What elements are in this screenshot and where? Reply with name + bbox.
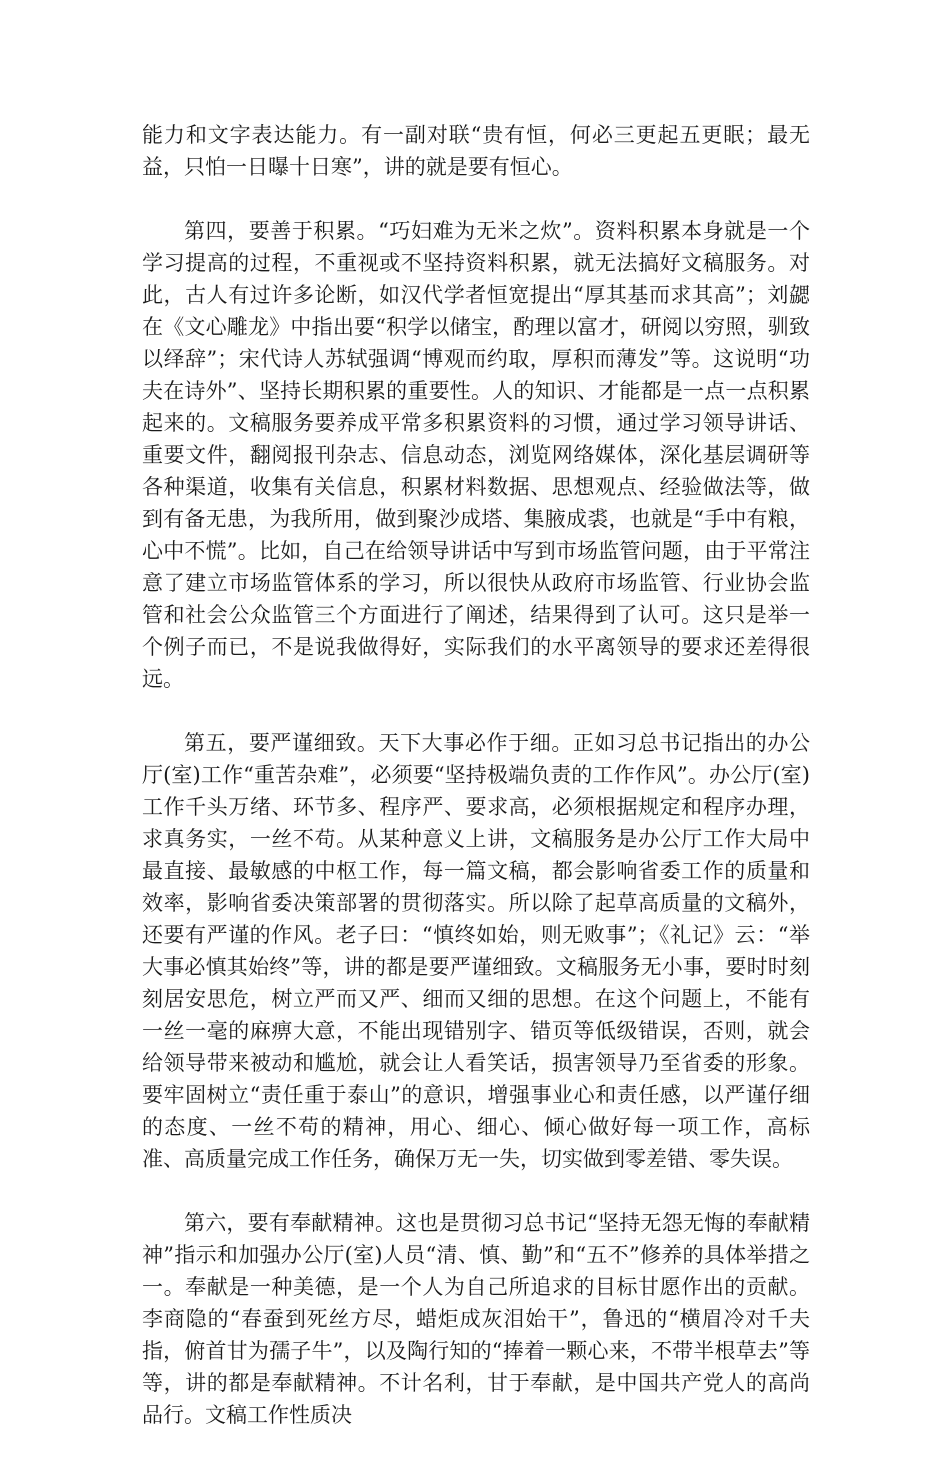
- paragraph-accumulation: 第四，要善于积累。“巧妇难为无米之炊”。资料积累本身就是一个学习提高的过程，不重视或不坚持资料积累，就无法搞好文稿服务。对此，古人有过许多论断，如汉代学者恒宽提出“厚其基而求其高”；刘勰在《文心雕龙》中指出要“积学以储宝，酌理以富才，研阅以穷照，驯致以绎辞”；宋代诗人苏轼强调“博观而约取，厚积而薄发”等。这说明“功夫在诗外”、坚持长期积累的重要性。人的知识、才能都是一点一点积累起来的。文稿服务要养成平常多积累资料的习惯，通过学习领导讲话、重要文件，翻阅报刊杂志、信息动态，浏览网络媒体，深化基层调研等各种渠道，收集有关信息，积累材料数据、思想观点、经验做法等，做到有备无患，为我所用，做到聚沙成塔、集腋成裘，也就是“手中有粮，心中不慌”。比如，自己在给领导讲话中写到市场监管问题，由于平常注意了建立市场监管体系的学习，所以很快从政府市场监管、行业协会监管和社会公众监管三个方面进行了阐述，结果得到了认可。这只是举一个例子而已，不是说我做得好，实际我们的水平离领导的要求还差得很远。: [142, 219, 810, 691]
- paragraph-dedication: 第六，要有奉献精神。这也是贯彻习总书记“坚持无怨无悔的奉献精神”指示和加强办公厅(室)人员“清、慎、勤”和“五不”修养的具体举措之一。奉献是一种美德，是一个人为自己所追求的目标甘愿作出的贡献。李商隐的“春蚕到死丝方尽，蜡炬成灰泪始干”，鲁迅的“横眉冷对千夫指，俯首甘为孺子牛”，以及陶行知的“捧着一颗心来，不带半根草去”等等，讲的都是奉献精神。不计名利，甘于奉献，是中国共产党人的高尚品行。文稿工作性质决: [142, 1211, 810, 1427]
- paragraph-continuation: 能力和文字表达能力。有一副对联“贵有恒，何必三更起五更眠；最无益，只怕一日曝十日寒”，讲的就是要有恒心。: [142, 123, 810, 179]
- paragraph-rigor: 第五，要严谨细致。天下大事必作于细。正如习总书记指出的办公厅(室)工作“重苦杂难”，必须要“坚持极端负责的工作作风”。办公厅(室)工作千头万绪、环节多、程序严、要求高，必须根据规定和程序办理，求真务实，一丝不苟。从某种意义上讲，文稿服务是办公厅工作大局中最直接、最敏感的中枢工作，每一篇文稿，都会影响省委工作的质量和效率，影响省委决策部署的贯彻落实。所以除了起草高质量的文稿外，还要有严谨的作风。老子曰：“慎终如始，则无败事”；《礼记》云：“举大事必慎其始终”等，讲的都是要严谨细致。文稿服务无小事，要时时刻刻居安思危，树立严而又严、细而又细的思想。在这个问题上，不能有一丝一毫的麻痹大意，不能出现错别字、错页等低级错误，否则，就会给领导带来被动和尴尬，就会让人看笑话，损害领导乃至省委的形象。要牢固树立“责任重于泰山”的意识，增强事业心和责任感，以严谨仔细的态度、一丝不苟的精神，用心、细心、倾心做好每一项工作，高标准、高质量完成工作任务，确保万无一失，切实做到零差错、零失误。: [142, 731, 810, 1171]
- document-body: [142, 119, 810, 1463]
